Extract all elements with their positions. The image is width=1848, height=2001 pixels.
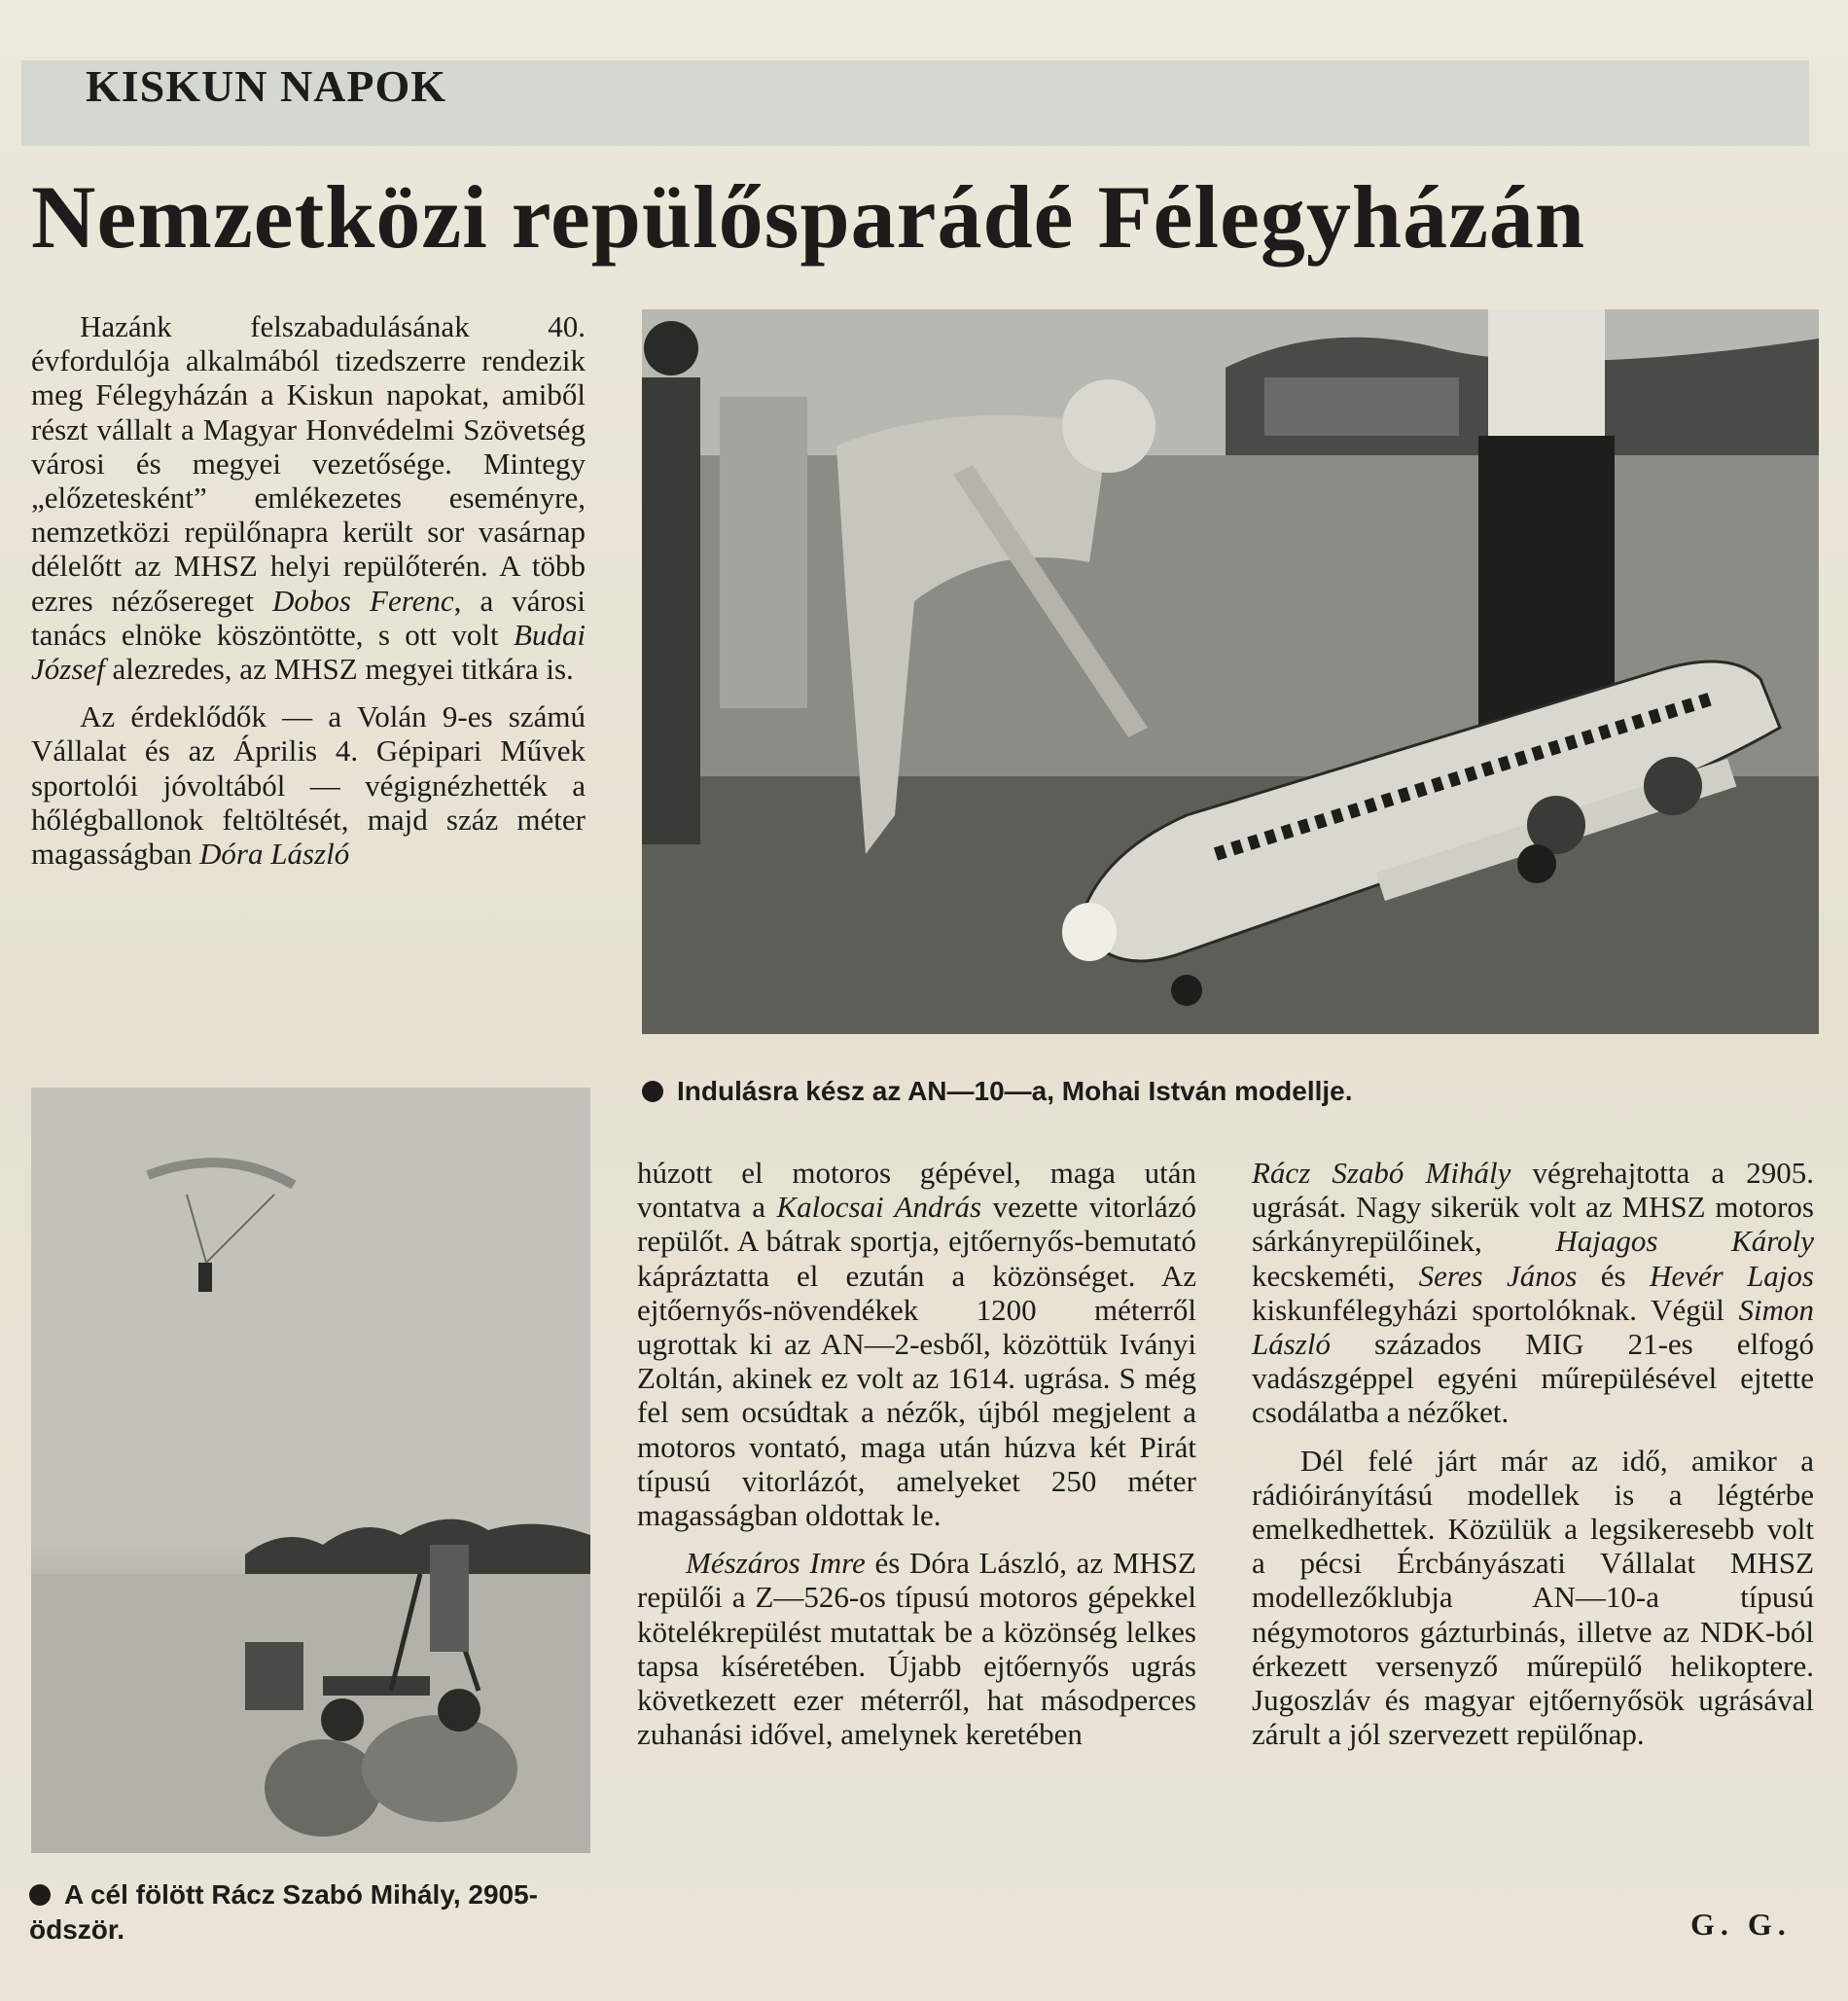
bullet-icon [29, 1884, 51, 1906]
text-run: kecskeméti, [1252, 1258, 1419, 1293]
text-run: alezredes, az MHSZ megyei titkára is. [104, 652, 574, 687]
model-aircraft-photo [642, 309, 1819, 1034]
parachutist-illustration [31, 1088, 590, 1853]
text-run: és [1577, 1258, 1650, 1293]
person-name: Kalocsai András [776, 1190, 982, 1225]
person-name: Dóra László [199, 837, 350, 872]
caption-text: A cél fölött Rácz Szabó Mihály, 2905-ödször. [29, 1879, 539, 1945]
paragraph [31, 309, 586, 686]
parachutist-photo [31, 1088, 590, 1853]
text-run: vezette vitorlázó repülőt. A bátrak sportja, ejtőernyős-bemutató kápráztatta el ezután a közönséget. Az ejtőernyős-növendékek 1200 méterről ugrottak ki az AN—2-esből, közöttük Iványi Zoltán, akinek ez volt az 1614. ugrása. S még fel sem ocsúdtak a nézők, újból megjelent a motoros vontató, maga után húzva két Pirát típusú vitorlázót, amelyeket 250 méter magasságban oldottak le. [637, 1190, 1197, 1533]
person-name: Hevér Lajos [1649, 1258, 1814, 1293]
person-name: Seres János [1418, 1258, 1578, 1293]
text-run: , a városi tanács elnöke köszöntötte, s ott volt [31, 583, 586, 652]
text-run: Az érdeklődők — a Volán 9-es számú Vállalat és az Április 4. Gépipari Művek sportolói jóvoltából — végignézhették a hőlégballonok feltöltését, majd száz méter magasságban [31, 699, 586, 872]
text-run: kiskunfélegyházi sportolóknak. Végül [1252, 1292, 1739, 1327]
paragraph [1252, 1156, 1814, 1430]
person-name: Mészáros Imre [686, 1546, 866, 1581]
text-run: végrehajtotta a 2905. ugrását. Nagy sikerük volt az MHSZ motoros sárkányrepülőinek, [1252, 1156, 1814, 1259]
paragraph [637, 1546, 1196, 1751]
paragraph [637, 1156, 1196, 1532]
text-run: és Dóra László, az MHSZ repülői a Z—526-os típusú motoros gépekkel kötelékrepülést mutattak be a közönség lelkes tapsa kíséretében. Újabb ejtőernyős ugrás következett ezer méterről, hat másodperces zuhanási idővel, amelynek keretében [637, 1546, 1196, 1752]
person-name: Simon László [1252, 1292, 1814, 1362]
text-run: húzott el motoros gépével, maga után vontatva a [637, 1156, 1196, 1225]
article-headline: Nemzetközi repülősparádé Félegyházán [31, 167, 1586, 267]
text-run: százados MIG 21-es elfogó vadászgéppel egyéni műrepülésével ejtette csodálatba a nézőket. [1252, 1327, 1814, 1430]
text-run: Hazánk felszabadulásának 40. évfordulója alkalmából tizedszerre rendezik meg Félegyházán a Kiskun napokat, amiből részt vállalt a Magyar Honvédelmi Szövetség városi és megyei vezetősége. Mintegy „előzetesként” emlékezetes eseményre, nemzetközi repülőnapra került sor vasárnap délelőtt az MHSZ helyi repülőterén. A több ezres nézősereget [31, 309, 586, 618]
person-name: Rácz Szabó Mihály [1252, 1156, 1511, 1190]
person-name: Hajagos Károly [1555, 1224, 1814, 1259]
model-aircraft-illustration [642, 309, 1819, 1034]
caption-text: Indulásra kész az AN—10—a, Mohai István modellje. [677, 1076, 1353, 1106]
bullet-icon [642, 1081, 663, 1102]
article-column-2 [637, 1156, 1196, 1751]
section-title: KISKUN NAPOK [86, 61, 447, 111]
text-run: Dél felé járt már az idő, amikor a rádióirányítású modellek is a légtérbe emelkedhettek. Közülük a legsikeresebb volt a pécsi Ércbányászati Vállalat MHSZ modellezőklubja AN—10-a típusú négymotoros gázturbinás, illetve az NDK-ból érkezett versenyző műrepülő helikoptere. Jugoszláv és magyar ejtőernyősök ugrásával zárult a jól szervezett repülőnap. [1252, 1443, 1814, 1752]
person-name: Budai József [31, 617, 586, 687]
article-column-3 [1252, 1156, 1814, 1751]
photo-caption-1 [642, 1074, 1838, 1109]
photo-caption-2 [29, 1877, 593, 1947]
article-column-1 [31, 309, 586, 871]
author-signature: G. G. [1690, 1907, 1792, 1942]
paragraph [1252, 1444, 1814, 1752]
person-name: Dobos Ferenc [272, 583, 454, 618]
paragraph [31, 699, 586, 871]
